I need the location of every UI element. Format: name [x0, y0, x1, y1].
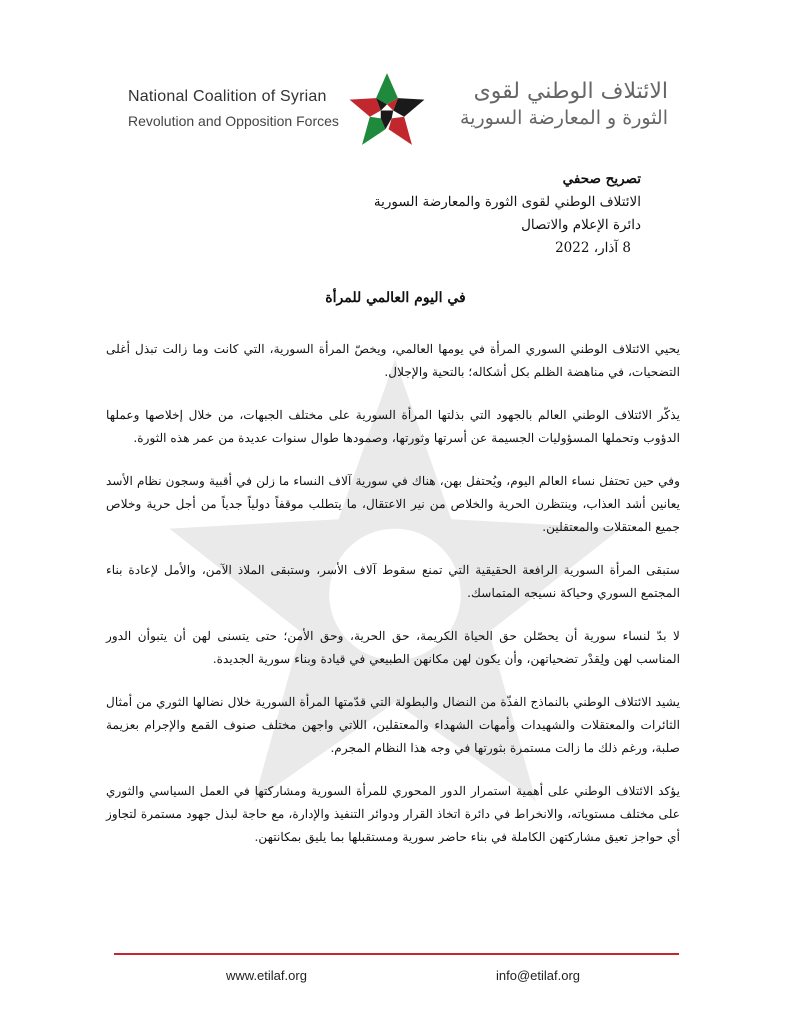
org-name-en-line1: National Coalition of Syrian	[128, 88, 327, 105]
org-name-ar-line2: الثورة و المعارضة السورية	[459, 107, 668, 129]
paragraph-1: يحيي الائتلاف الوطني السوري المرأة في يومها العالمي، ويخصّ المرأة السورية، التي كانت وما زالت تبذل أغلى التضحيات، في مناهضة الظلم بكل أشكاله؛ بالتحية والإجلال.	[106, 342, 680, 379]
website-link[interactable]: www.etilaf.org	[226, 968, 307, 983]
coalition-star-logo-icon	[348, 70, 426, 148]
press-org: الائتلاف الوطني لقوى الثورة والمعارضة السورية	[373, 194, 641, 210]
paragraph-5: لا بدّ لنساء سورية أن يحصّلن حق الحياة الكريمة، حق الحرية، وحق الأمن؛ حتى يتسنى لهن أن يتبوأن الدور المناسب لهن ولِقدْر تضحياتهن، وأن يكون لهن مكانهن الطبيعي في قيادة وبناء سورية الجديدة.	[106, 629, 680, 666]
press-department: دائرة الإعلام والاتصال	[521, 217, 641, 233]
footer-divider	[114, 953, 679, 955]
email-link[interactable]: info@etilaf.org	[496, 968, 581, 983]
paragraph-4: ستبقى المرأة السورية الرافعة الحقيقية التي تمنع سقوط آلاف الأسر، وستبقى الملاذ الآمن، والأمل لإعادة بناء المجتمع السوري وحياكة نسيجه المتماسك.	[106, 563, 680, 600]
paragraph-6: يشيد الائتلاف الوطني بالنماذج الفذّة من النضال والبطولة التي قدّمتها المرأة السورية خلال نضالها الثوري من أمثال الثائرات والمعتقلات والشهيدات وأمهات الشهداء والمعتقلين، اللاتي واجهن مختلف صنوف القمع والإجرام بعزيمة صلبة، ورغم ذلك ما زالت مستمرة بثورتها في وجه هذا النظام المجرم.	[106, 695, 680, 755]
org-name-en-line2: Revolution and Opposition Forces	[128, 113, 339, 129]
org-name-ar	[436, 78, 668, 130]
page-title: في اليوم العالمي للمرأة	[325, 290, 466, 306]
press-header	[374, 168, 641, 260]
press-date: 8 آذار، 2022	[555, 240, 631, 256]
org-name-ar-line1: الائتلاف الوطني لقوى	[473, 79, 668, 104]
statement-body	[106, 338, 680, 867]
paragraph-7: يؤكد الائتلاف الوطني على أهمية استمرار الدور المحوري للمرأة السورية ومشاركتها في العمل السياسي والثوري على مختلف مستوياته، والانخراط في دائرة اتخاذ القرار ودوائر التنفيذ والإدارة، مع حاجة لبذل جهود مستمرة لتجاوز أي حواجز تعيق مشاركتهن الكاملة في بناء حاضر سورية ومستقبلها بما يليق بمكانتهن.	[106, 784, 680, 844]
press-kind: تصريح صحفي	[562, 171, 641, 187]
org-name-en	[128, 88, 339, 129]
paragraph-3: وفي حين تحتفل نساء العالم اليوم، ويُحتفل بهن، هناك في سورية آلاف النساء ما زلن في أقبية وسجون نظام الأسد يعانين أشد العذاب، وينتظرن الحرية والخلاص من نير الاعتقال، ما يتطلب موقفاً دولياً جدياً من أجل حرية وخلاص جميع المعتقلات والمعتقلين.	[106, 474, 680, 534]
paragraph-2: يذكّر الائتلاف الوطني العالم بالجهود التي بذلتها المرأة السورية على مختلف الجبهات، من خلال إخلاصها وعملها الدؤوب وتحملها المسؤوليات الجسيمة عن أسرتها وثورتها، وصمودها طوال سنوات عديدة من عمر هذه الثورة.	[106, 408, 680, 445]
